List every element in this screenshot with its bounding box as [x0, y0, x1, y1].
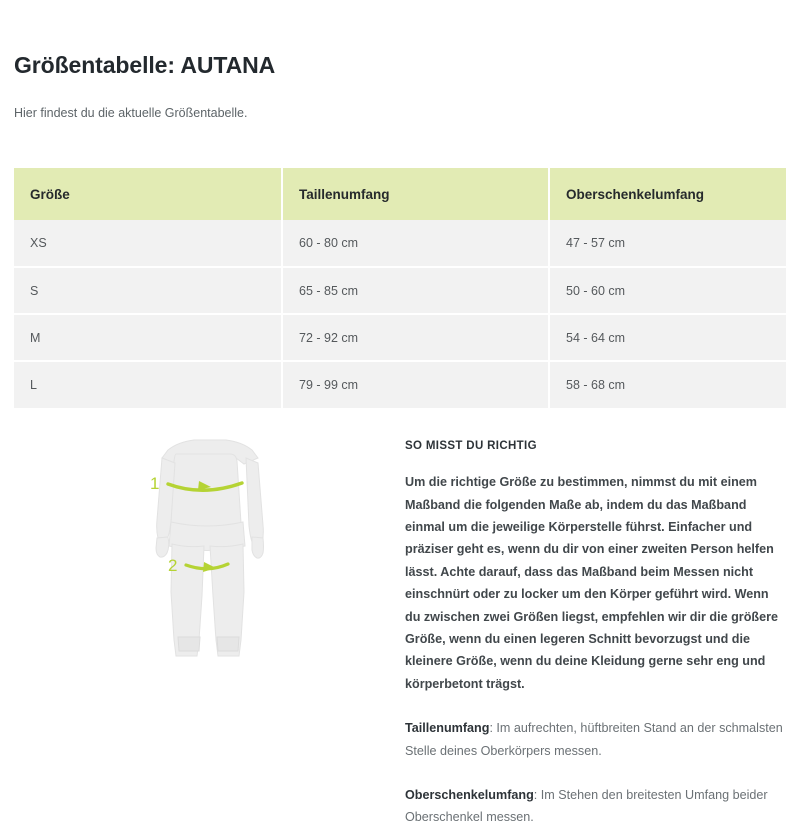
cell-waist: 65 - 85 cm — [282, 267, 549, 314]
cell-waist: 60 - 80 cm — [282, 220, 549, 267]
page-subtitle: Hier findest du die aktuelle Größentabelle. — [14, 105, 248, 120]
size-table-body — [14, 220, 786, 408]
lower-section — [14, 430, 786, 829]
cell-size: L — [14, 361, 282, 408]
instructions-paragraph: Um die richtige Größe zu bestimmen, nimmst du mit einem Maßband die folgenden Maße ab, indem du das Maßband einmal um die jeweilige Körperstelle führst. Einfacher und präziser geht es, wenn du dir von einer zweiten Person helfen lässt. Achte darauf, dass das Maßband beim Messen nicht einschnürt oder zu locker um den Körper geführt wird. Wenn du zwischen zwei Größen liegst, empfehlen wir dir die größere Größe, wenn du einen legeren Schnitt bevorzugst und die kleinere Größe, wenn du deine Kleidung gerne sehr eng und körperbetont trägst. — [405, 475, 778, 691]
body-silhouette-icon — [110, 432, 340, 667]
column-header-thigh: Oberschenkelumfang — [549, 168, 786, 220]
marker-1-label: 1 — [150, 474, 160, 494]
table-row — [14, 220, 786, 267]
cell-thigh: 47 - 57 cm — [549, 220, 786, 267]
size-table — [14, 168, 786, 408]
table-row — [14, 314, 786, 361]
definition-thigh — [405, 784, 786, 829]
page-title: Größentabelle: AUTANA — [14, 52, 276, 78]
definition-thigh-term: Oberschenkelumfang — [405, 787, 534, 802]
table-row — [14, 267, 786, 314]
definition-waist-text: : Im aufrechten, hüftbreiten Stand an der schmalsten Stelle deines Oberkörpers messen. — [405, 721, 783, 758]
instructions-column — [405, 430, 786, 829]
table-row — [14, 361, 786, 408]
cell-thigh: 50 - 60 cm — [549, 267, 786, 314]
column-header-size: Größe — [14, 168, 282, 220]
figure-column — [14, 430, 405, 829]
column-header-waist: Taillenumfang — [282, 168, 549, 220]
cell-size: XS — [14, 220, 282, 267]
cell-size: S — [14, 267, 282, 314]
instructions-heading: SO MISST DU RICHTIG — [405, 440, 537, 453]
size-table-header — [14, 168, 786, 220]
definition-waist — [405, 717, 786, 762]
table-header-row — [14, 168, 786, 220]
marker-2-label: 2 — [168, 556, 178, 576]
body-measurement-illustration — [110, 432, 340, 667]
cell-thigh: 58 - 68 cm — [549, 361, 786, 408]
definition-waist-term: Taillenumfang — [405, 721, 490, 736]
definition-thigh-text: : Im Stehen den breitesten Umfang beider Oberschenkel messen. — [405, 787, 768, 825]
cell-thigh: 54 - 64 cm — [549, 314, 786, 361]
cell-waist: 79 - 99 cm — [282, 361, 549, 408]
cell-waist: 72 - 92 cm — [282, 314, 549, 361]
cell-size: M — [14, 314, 282, 361]
